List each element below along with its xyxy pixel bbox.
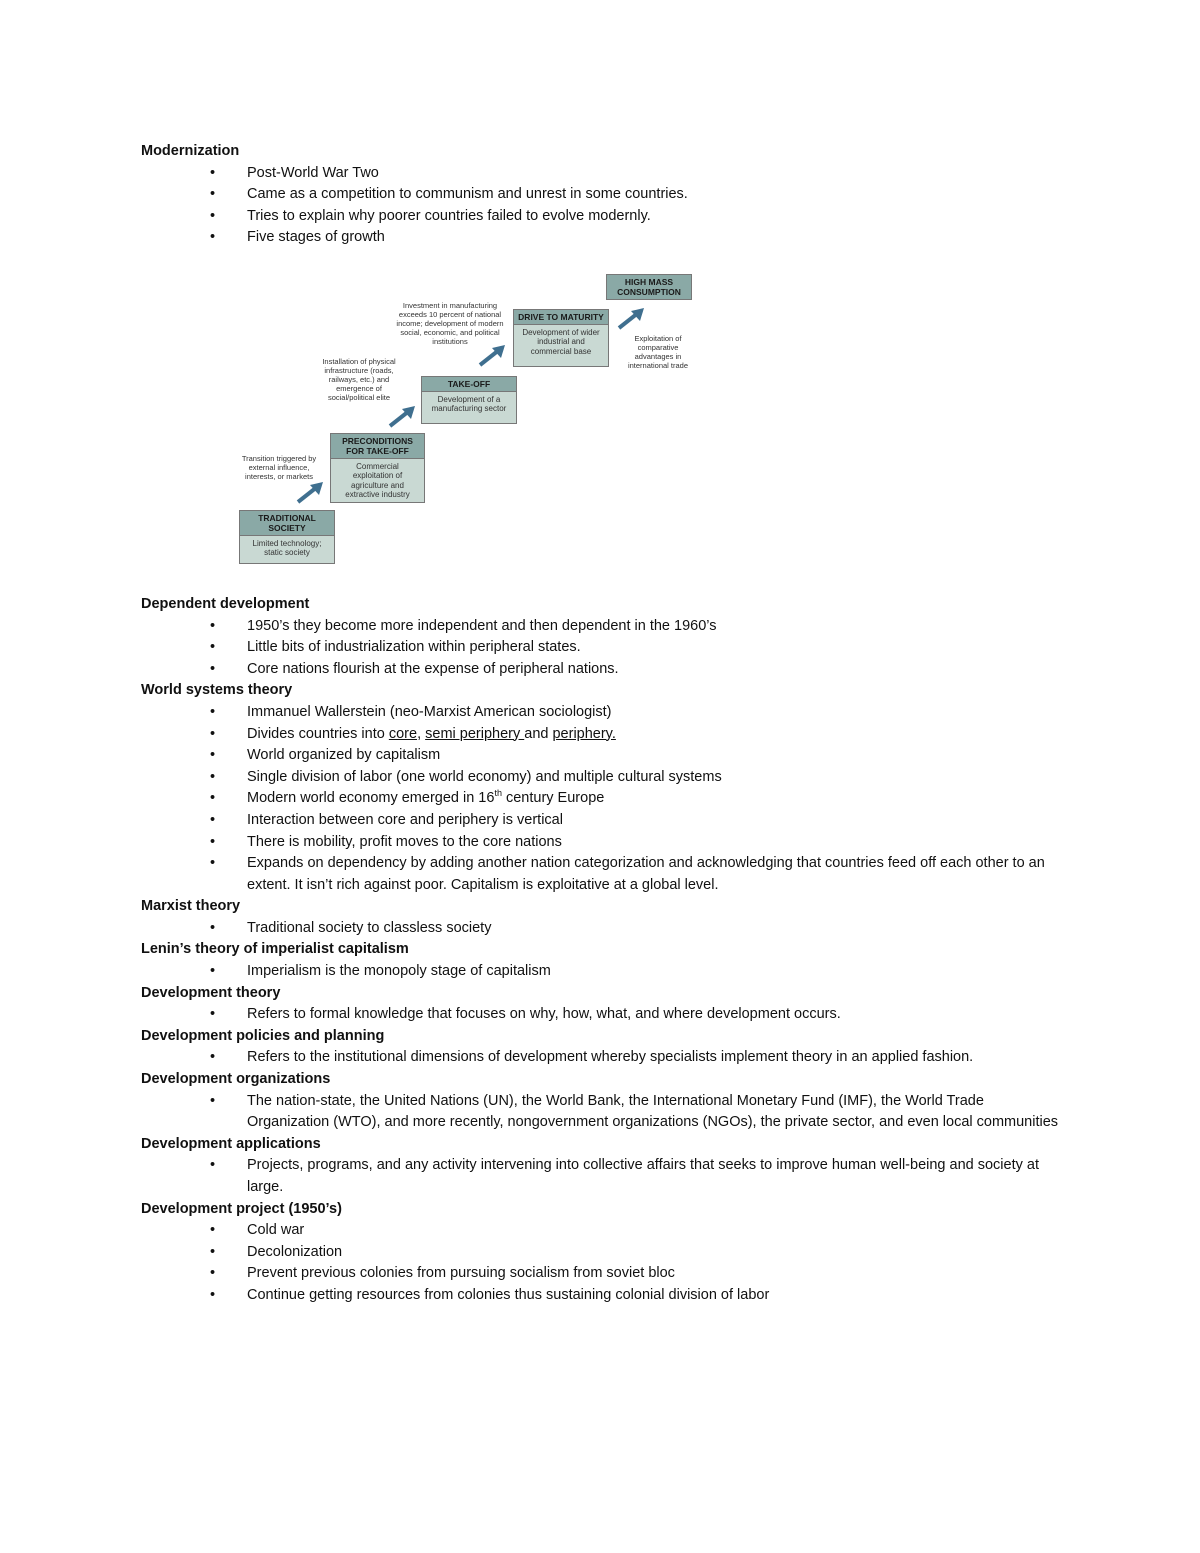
- bullet-list-organizations: [141, 1091, 1061, 1134]
- bullet-item: • Traditional society to classless society: [141, 918, 1061, 940]
- bullet-item: • Projects, programs, and any activity intervening into collective affairs that seeks to improve human well-being and society at large.: [141, 1155, 1061, 1198]
- bullet-item: • Came as a competition to communism and unrest in some countries.: [141, 184, 1061, 206]
- bullet-list-development-project: [141, 1220, 1061, 1306]
- bullet-item: • Single division of labor (one world economy) and multiple cultural systems: [141, 767, 1061, 789]
- investment-note: Investment in manufacturing exceeds 10 percent of national income; development of modern social, economic, and political institutions: [396, 300, 504, 346]
- stage-title: DRIVE TO MATURITY: [514, 310, 608, 325]
- bullet-item: • Refers to formal knowledge that focuses on why, how, what, and where development occurs.: [141, 1004, 1061, 1026]
- arrow-icon: [295, 479, 325, 505]
- bullet-item: • Prevent previous colonies from pursuing socialism from soviet bloc: [141, 1263, 1061, 1285]
- bullet-item: • Little bits of industrialization within peripheral states.: [141, 637, 1061, 659]
- section-heading-development-project: Development project (1950’s): [141, 1200, 342, 1217]
- infrastructure-note: Installation of physical infrastructure (roads, railways, etc.) and emergence of social/political elite: [322, 356, 396, 402]
- bullet-item: • The nation-state, the United Nations (UN), the World Bank, the International Monetary Fund (IMF), the World Trade Organization (WTO), and more recently, nongovernment organizations (NGOs), the private sector, and even local communities: [141, 1091, 1061, 1134]
- bullet-item: • Interaction between core and periphery is vertical: [141, 810, 1061, 832]
- bullet-item: • Tries to explain why poorer countries failed to evolve modernly.: [141, 206, 1061, 228]
- bullet-item: [141, 724, 1061, 746]
- transition-note: Transition triggered by external influence, interests, or markets: [241, 453, 317, 481]
- bullet-list-world-systems: [141, 702, 1061, 896]
- stage-description: Development of a manufacturing sector: [431, 394, 507, 414]
- bullet-list-development-theory: [141, 1004, 1061, 1026]
- section-heading-dependent-development: Dependent development: [141, 595, 310, 612]
- section-heading-world-systems: World systems theory: [141, 682, 293, 699]
- bullet-item: • Post-World War Two: [141, 163, 1061, 185]
- trade-note: Exploitation of comparative advantages in international trade: [627, 333, 689, 370]
- stage-drive-to-maturity: [513, 309, 609, 367]
- bullet-item: • World organized by capitalism: [141, 745, 1061, 767]
- stage-title: HIGH MASS CONSUMPTION: [607, 275, 691, 299]
- bullet-list-modernization: [141, 163, 1061, 249]
- section-heading-modernization: Modernization: [141, 143, 240, 159]
- section-heading-marxist: Marxist theory: [141, 898, 241, 915]
- bullet-item: • Refers to the institutional dimensions of development whereby specialists implement theory in an applied fashion.: [141, 1047, 1061, 1069]
- arrow-icon: [387, 403, 417, 429]
- term-semi-periphery: semi periphery: [425, 725, 525, 742]
- term-core: core: [388, 725, 418, 742]
- section-heading-applications: Development applications: [141, 1135, 321, 1152]
- text: ,: [417, 725, 426, 742]
- document-body: [141, 141, 1061, 1307]
- stage-title: TRADITIONAL SOCIETY: [240, 511, 334, 536]
- stage-description: Limited technology; static society: [252, 538, 322, 558]
- text: and: [524, 725, 553, 742]
- bullet-item: • 1950’s they become more independent and then dependent in the 1960’s: [141, 616, 1061, 638]
- bullet-list-dependent-development: [141, 616, 1061, 681]
- stage-take-off: [421, 376, 517, 424]
- bullet-item: • Continue getting resources from colonies thus sustaining colonial division of labor: [141, 1285, 1061, 1307]
- section-heading-organizations: Development organizations: [141, 1071, 331, 1088]
- stage-traditional-society: [239, 510, 335, 564]
- bullet-item: • Expands on dependency by adding another nation categorization and acknowledging that countries feed off each other to an extent. It isn’t rich against poor. Capitalism is exploitative at a global level.: [141, 853, 1061, 896]
- stage-title: PRECONDITIONS FOR TAKE-OFF: [331, 434, 424, 459]
- bullet-item: • Decolonization: [141, 1242, 1061, 1264]
- stage-preconditions: [330, 433, 425, 503]
- section-heading-policies: Development policies and planning: [141, 1027, 385, 1044]
- arrow-icon: [616, 305, 646, 331]
- bullet-item: • Core nations flourish at the expense of peripheral nations.: [141, 659, 1061, 681]
- bullet-list-applications: [141, 1155, 1061, 1198]
- stage-description: Development of wider industrial and commercial base: [522, 327, 600, 356]
- text: century Europe: [501, 790, 605, 807]
- stage-title: TAKE-OFF: [422, 377, 516, 392]
- bullet-item: • Immanuel Wallerstein (neo-Marxist American sociologist): [141, 702, 1061, 724]
- bullet-list-marxist: [141, 918, 1061, 940]
- bullet-item: • Imperialism is the monopoly stage of capitalism: [141, 961, 1061, 983]
- bullet-list-policies: [141, 1047, 1061, 1069]
- text: Divides countries into: [247, 725, 389, 742]
- stage-high-mass-consumption: [606, 274, 692, 300]
- superscript: th: [494, 788, 502, 799]
- bullet-item: • Five stages of growth: [141, 227, 1061, 249]
- stage-description: Commercial exploitation of agriculture and extractive industry: [345, 461, 410, 500]
- bullet-item: [141, 788, 1061, 810]
- stages-of-growth-diagram: [239, 278, 719, 574]
- section-heading-development-theory: Development theory: [141, 984, 281, 1001]
- bullet-list-lenin: [141, 961, 1061, 983]
- term-periphery: periphery.: [552, 725, 616, 742]
- bullet-item: • There is mobility, profit moves to the core nations: [141, 832, 1061, 854]
- section-heading-lenin: Lenin’s theory of imperialist capitalism: [141, 941, 409, 958]
- bullet-item: • Cold war: [141, 1220, 1061, 1242]
- text: Modern world economy emerged in 16: [247, 790, 495, 807]
- arrow-icon: [477, 342, 507, 368]
